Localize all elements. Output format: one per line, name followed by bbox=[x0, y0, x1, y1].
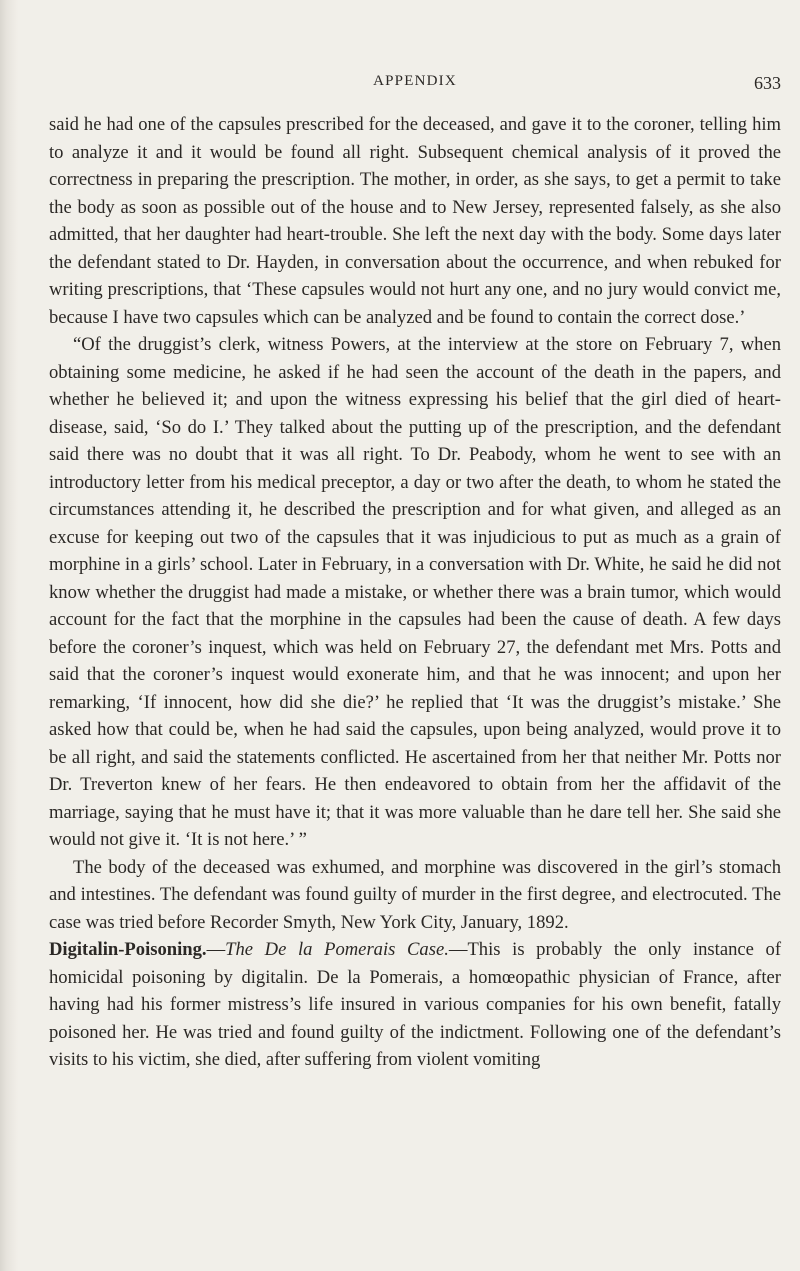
running-head bbox=[49, 73, 781, 97]
page-number: 633 bbox=[754, 73, 781, 93]
paragraph-text: —This is probably the only instance of homicidal poisoning by digitalin. De la Pomerais, a homœopathic physician of France, after having had his former mistress’s life insured in various companies for his own benefit, fatally poisoned her. He was tried and found guilty of the indictment. Following one of the defendant’s visits to his victim, she died, after suffering from violent vomiting bbox=[49, 939, 782, 1070]
binding-gutter-shadow bbox=[0, 0, 18, 1271]
paragraph-druggist-clerk: “Of the druggist’s clerk, witness Powers, at the interview at the store on February 7, when obtaining some medicine, he asked if he had seen the account of the death in the papers, and whether he believed it; and upon the witness expressing his belief that the girl died of heart-disease, said, ‘So do I.’ They talked about the putting up of the prescription, and the defendant said there was no doubt that it was all right. To Dr. Peabody, whom he went to see with an introductory letter from his medical preceptor, a day or two after the death, to whom he stated the circumstances attending it, he described the prescription and for what given, and alleged as an excuse for keeping out two of the capsules that it was injudicious to put as much as a grain of morphine in a girls’ school. Later in February, in a conversation with Dr. White, he said he did not know whether the druggist had made a mistake, or whether there was a brain tumor, which would account for the fact that the morphine in the capsules had been the cause of death. A few days before the coroner’s inquest, which was held on February 27, the defendant met Mrs. Potts and said that the coroner’s inquest would exonerate him, and that he was innocent; and upon her remarking, ‘If innocent, how did she die?’ he replied that ‘It was the druggist’s mistake.’ She asked how that could be, when he had said the capsules, upon being analyzed, would prove it to be all right, and said the statements conflicted. He ascertained from her that neither Mr. Potts nor Dr. Treverton knew of her fears. He then endeavored to obtain from her the affidavit of the marriage, saying that he must have it; that it was more valuable than he dare tell her. She said she would not give it. ‘It is not here.’ ” bbox=[49, 334, 781, 850]
section-heading: Digitalin-Poisoning. bbox=[49, 939, 207, 960]
heading-dash: — bbox=[206, 939, 226, 960]
body-text bbox=[49, 111, 781, 1074]
paragraph-exhumation: The body of the deceased was exhumed, and morphine was discovered in the girl’s stomach and intestines. The defendant was found guilty of murder in the first degree, and electrocuted. The case was tried before Recorder Smyth, New York City, January, 1892. bbox=[49, 856, 781, 933]
case-title: The De la Pomerais Case. bbox=[225, 939, 449, 960]
paragraph-digitalin bbox=[49, 936, 781, 1074]
running-title: APPENDIX bbox=[373, 73, 457, 89]
paragraph-continued: said he had one of the capsules prescribed for the deceased, and gave it to the coroner, telling him to analyze it and it would be found all right. Subsequent chemical analysis of it proved the correctness in preparing the prescription. The mother, in order, as she says, to get a permit to take the body as soon as possible out of the house and to New Jersey, represented falsely, as she also admitted, that her daughter had heart-trouble. She left the next day with the body. Some days later the defendant stated to Dr. Hayden, in conversation about the occurrence, and when rebuked for writing prescriptions, that ‘These capsules would not hurt any one, and no jury would convict me, because I have two capsules which can be analyzed and be found to contain the correct dose.’ bbox=[49, 114, 781, 328]
